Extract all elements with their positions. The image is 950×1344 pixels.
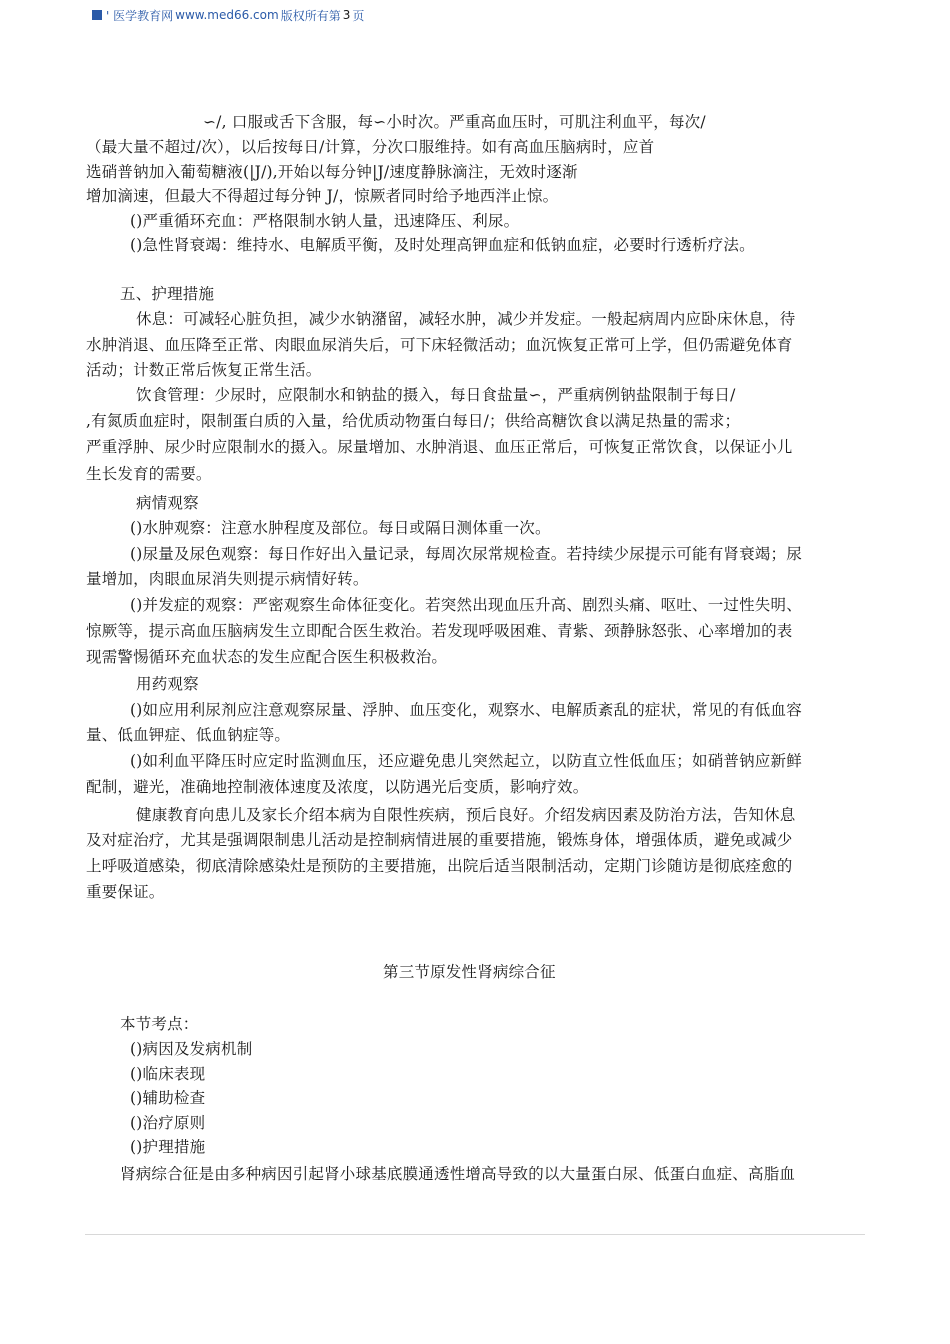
header-page-number: 3 [342, 8, 351, 22]
footer-divider [85, 1234, 865, 1235]
key-points-label: 本节考点： [120, 1015, 199, 1033]
text-line: （最大量不超过/次），以后按每日/计算，分次口服维持。如有高血压脑病时，应首 [86, 138, 655, 156]
key-point-item: ()病因及发病机制 [130, 1040, 253, 1058]
text-line: ()水肿观察：注意水肿程度及部位。每日或隔日测体重一次。 [130, 519, 551, 537]
text-line: 水肿消退、血压降至正常、肉眼血尿消失后，可下床轻微活动；血沉恢复正常可上学，但仍需避免体育 [86, 336, 793, 354]
text-line: 重要保证。 [86, 883, 165, 901]
text-line: ()急性肾衰竭：维持水、电解质平衡，及时处理高钾血症和低钠血症，必要时行透析疗法。 [130, 236, 755, 254]
text-line: 活动；计数正常后恢复正常生活。 [86, 361, 322, 379]
text-line: ,有氮质血症时，限制蛋白质的入量，给优质动物蛋白每日/；供给高糖饮食以满足热量的需求； [86, 412, 741, 430]
text-line: 量增加，肉眼血尿消失则提示病情好转。 [86, 570, 369, 588]
text-line: ()严重循环充血：严格限制水钠人量，迅速降压、利尿。 [130, 212, 520, 230]
text-line: 选硝普钠加入葡萄糖液(|J/),开始以每分钟|J/速度静脉滴注，无效时逐渐 [86, 163, 578, 181]
text-line: 惊厥等，提示高血压脑病发生立即配合医生救治。若发现呼吸困难、青紫、颈静脉怒张、心率增加的表 [86, 622, 793, 640]
text-line: 生长发育的需要。 [86, 465, 212, 483]
text-line: 休息：可减轻心脏负担，减少水钠潴留，减轻水肿，减少并发症。一般起病周内应卧床休息，待 [136, 310, 796, 328]
subsection-heading: 病情观察 [136, 494, 199, 512]
text-line: 上呼吸道感染，彻底清除感染灶是预防的主要措施，出院后适当限制活动，定期门诊随访是彻底痊愈的 [86, 857, 793, 875]
logo-square-icon [92, 10, 102, 20]
text-line: ()如应用利尿剂应注意观察尿量、浮肿、血压变化，观察水、电解质紊乱的症状，常见的有低血容 [130, 701, 802, 719]
header-rights: 版权所有第 [280, 8, 341, 23]
key-point-item: ()临床表现 [130, 1065, 206, 1083]
subsection-heading: 用药观察 [136, 675, 199, 693]
header-brand: ' 医学教育网 [106, 8, 174, 23]
text-line: 健康教育向患儿及家长介绍本病为自限性疾病，预后良好。介绍发病因素及防治方法，告知休息 [136, 806, 796, 824]
text-line: 肾病综合征是由多种病因引起肾小球基底膜通透性增高导致的以大量蛋白尿、低蛋白血症、高脂血 [120, 1165, 796, 1183]
header-site[interactable]: www.med66.com [175, 8, 279, 22]
text-line: 量、低血钾症、低血钠症等。 [86, 726, 291, 744]
text-line: 现需警惕循环充血状态的发生应配合医生积极救治。 [86, 648, 448, 666]
text-line: 严重浮肿、尿少时应限制水的摄入。尿量增加、水肿消退、血压正常后，可恢复正常饮食，以保证小儿 [86, 438, 793, 456]
text-line: ()尿量及尿色观察：每日作好出入量记录，每周次尿常规检查。若持续少尿提示可能有肾衰竭；尿 [130, 545, 802, 563]
text-line: 增加滴速，但最大不得超过每分钟 J/，惊厥者同时给予地西泮止惊。 [86, 187, 559, 205]
text-line: ∽/, 口服或舌下含服，每∽小时次。严重高血压时，可肌注利血平，每次/ [203, 113, 706, 131]
section-heading: 五、护理措施 [120, 285, 215, 303]
text-line: 配制，避光，准确地控制液体速度及浓度，以防遇光后变质，影响疗效。 [86, 778, 589, 796]
key-point-item: ()治疗原则 [130, 1114, 206, 1132]
text-line: ()并发症的观察：严密观察生命体征变化。若突然出现血压升高、剧烈头痛、呕吐、一过性失明、 [130, 596, 802, 614]
text-line: 饮食管理：少尿时，应限制水和钠盐的摄入，每日食盐量∽，严重病例钠盐限制于每日/ [136, 386, 736, 404]
key-point-item: ()护理措施 [130, 1138, 206, 1156]
text-line: 及对症治疗，尤其是强调限制患儿活动是控制病情进展的重要措施，锻炼身体，增强体质，避免或减少 [86, 831, 793, 849]
page-header [92, 6, 364, 24]
header-page-unit: 页 [352, 8, 365, 23]
text-line: ()如利血平降压时应定时监测血压，还应避免患儿突然起立，以防直立性低血压；如硝普钠应新鲜 [130, 752, 802, 770]
key-point-item: ()辅助检查 [130, 1089, 206, 1107]
section-title: 第三节原发性肾病综合征 [383, 963, 556, 981]
